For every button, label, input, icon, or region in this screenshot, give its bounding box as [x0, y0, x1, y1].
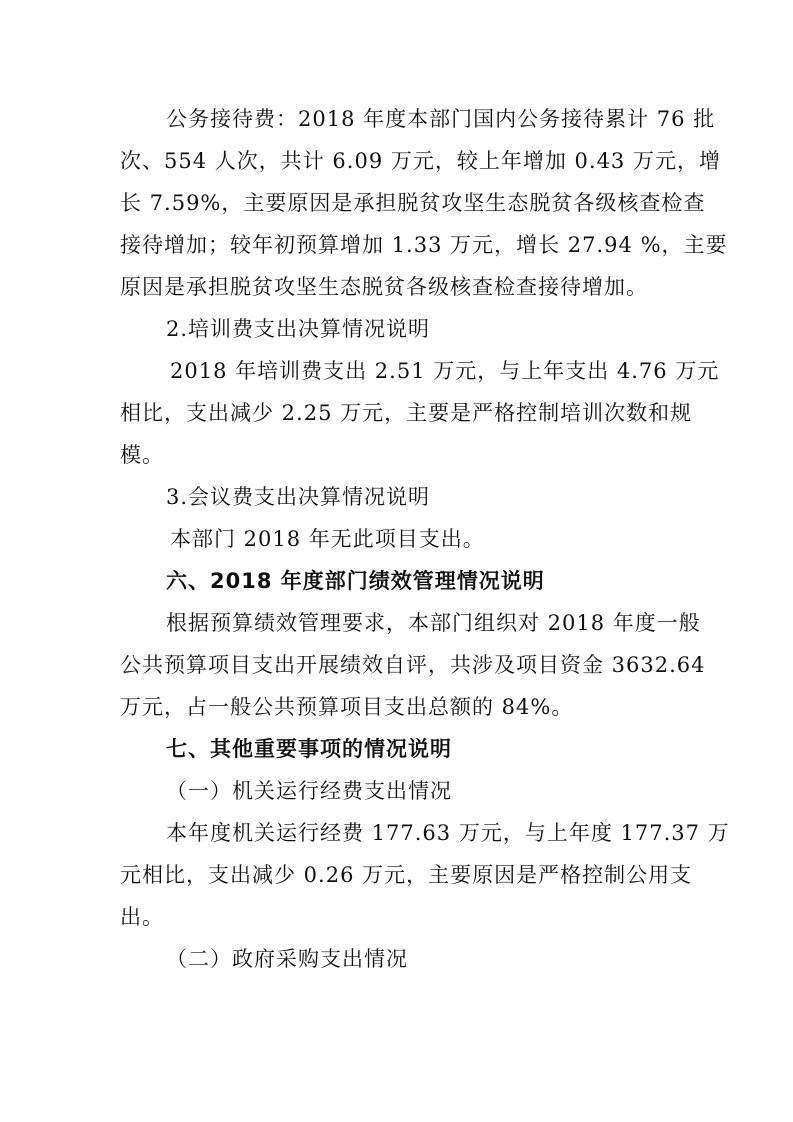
training-line-2: 相比，支出减少 2.25 万元，主要是严格控制培训次数和规 [120, 401, 693, 425]
training-line-3: 模。 [120, 443, 164, 467]
section-6-line-2: 公共预算项目支出开展绩效自评，共涉及项目资金 3632.64 [120, 653, 706, 677]
section-7-sub-1-line-2: 元相比，支出减少 0.26 万元，主要原因是严格控制公用支 [120, 863, 693, 887]
section-7-sub-1-heading: （一）机关运行经费支出情况 [166, 779, 452, 803]
training-heading: 2.培训费支出决算情况说明 [166, 317, 431, 341]
section-6-line-1: 根据预算绩效管理要求，本部门组织对 2018 年度一般 [166, 611, 701, 635]
section-7-sub-1-line-1: 本年度机关运行经费 177.63 万元，与上年度 177.37 万 [166, 821, 730, 845]
training-line-1: 2018 年培训费支出 2.51 万元，与上年支出 4.76 万元 [170, 359, 720, 383]
hospitality-line-2: 次、554 人次，共计 6.09 万元，较上年增加 0.43 万元，增 [120, 149, 721, 173]
section-7-sub-2-heading: （二）政府采购支出情况 [166, 947, 408, 971]
hospitality-line-3: 长 7.59%，主要原因是承担脱贫攻坚生态脱贫各级核查检查 [120, 191, 706, 215]
hospitality-line-5: 原因是承担脱贫攻坚生态脱贫各级核查检查接待增加。 [120, 275, 648, 299]
section-7-sub-1-line-3: 出。 [120, 905, 164, 929]
section-6-line-3: 万元，占一般公共预算项目支出总额的 84%。 [120, 695, 574, 719]
meeting-line-1: 本部门 2018 年无此项目支出。 [170, 527, 485, 551]
section-7-heading: 七、其他重要事项的情况说明 [166, 737, 452, 761]
hospitality-line-1: 公务接待费：2018 年度本部门国内公务接待累计 76 批 [166, 107, 716, 131]
meeting-heading: 3.会议费支出决算情况说明 [166, 485, 431, 509]
hospitality-line-4: 接待增加；较年初预算增加 1.33 万元，增长 27.94 %，主要 [120, 233, 728, 257]
section-6-heading: 六、2018 年度部门绩效管理情况说明 [166, 569, 545, 593]
